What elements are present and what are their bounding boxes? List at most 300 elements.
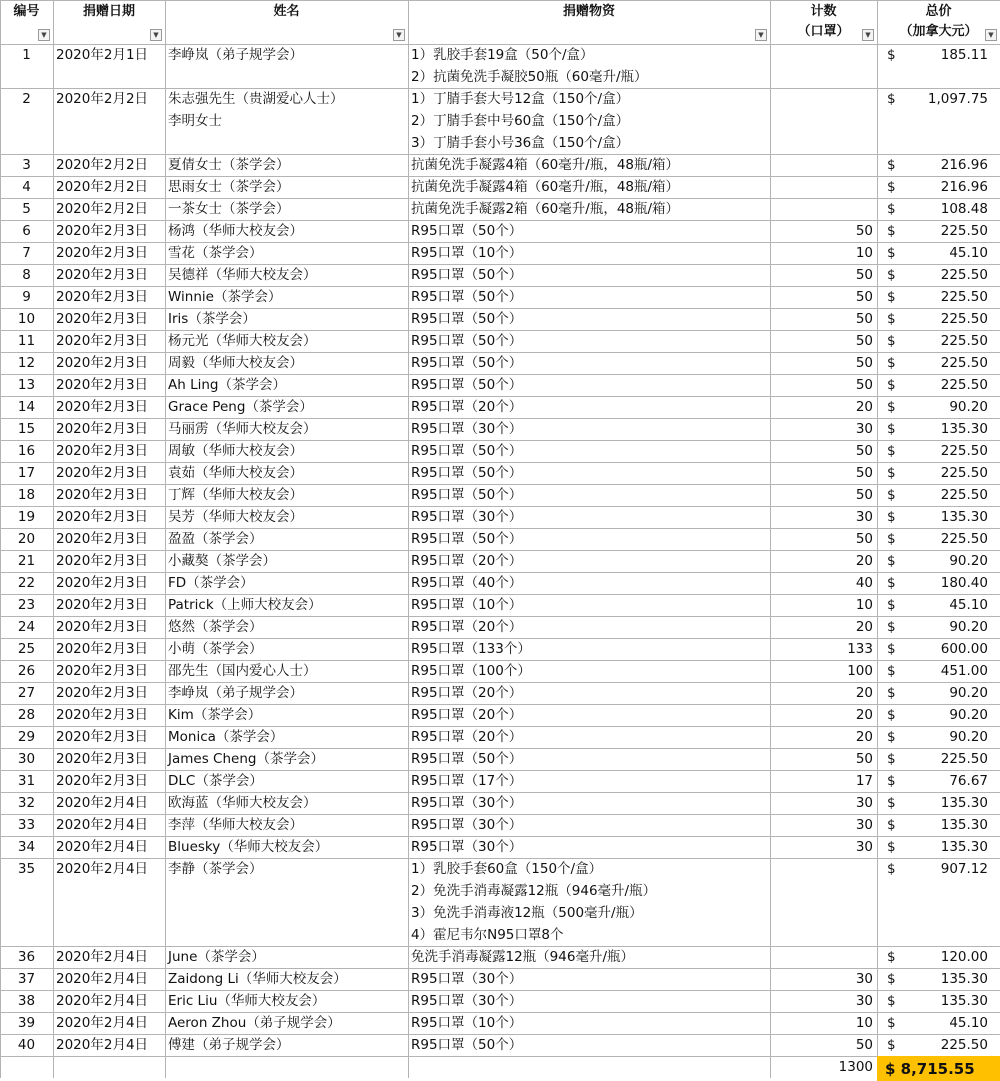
cell-total[interactable] [877,506,1000,528]
cell-date[interactable]: 2020年2月2日 [56,157,149,173]
cell-id[interactable]: 27 [17,685,36,701]
header-count-label-1: 计数 [810,4,837,19]
total-amount: 90.20 [949,619,988,635]
cell-name[interactable] [165,946,408,968]
item-line: R95口罩（30个） [411,839,523,855]
cell-count[interactable]: 50 [855,223,873,239]
cell-id[interactable]: 13 [17,377,36,393]
cell-count[interactable]: 30 [855,993,873,1009]
cell-date[interactable]: 2020年2月3日 [56,509,149,525]
cell-name[interactable] [165,638,408,660]
name-line: 周毅（华师大校友会） [168,355,303,371]
cell-items[interactable] [408,660,770,682]
item-line: R95口罩（30个） [411,795,523,811]
cell-items[interactable] [408,792,770,814]
cell-name[interactable] [165,616,408,638]
cell-total[interactable] [877,418,1000,440]
cell-id[interactable]: 15 [17,421,36,437]
cell-date[interactable]: 2020年2月3日 [56,465,149,481]
total-amount: 76.67 [949,773,988,789]
cell-count[interactable]: 30 [855,421,873,437]
cell-id[interactable]: 29 [17,729,36,745]
cell-total[interactable] [877,330,1000,352]
cell-total[interactable] [877,44,1000,66]
item-line: 免洗手消毒凝露12瓶（946毫升/瓶） [411,949,634,965]
currency-symbol: $ [887,685,896,701]
cell-total[interactable] [877,594,1000,616]
cell-name[interactable] [165,264,408,286]
cell-date[interactable]: 2020年2月2日 [56,201,149,217]
cell-items[interactable] [408,396,770,418]
cell-date[interactable]: 2020年2月3日 [56,333,149,349]
cell-total[interactable] [877,440,1000,462]
cell-count[interactable]: 30 [855,971,873,987]
cell-date[interactable]: 2020年2月3日 [56,289,149,305]
cell-total[interactable] [877,836,1000,858]
currency-symbol: $ [887,201,896,217]
name-line: 杨鸿（华师大校友会） [168,223,303,239]
item-line: R95口罩（40个） [411,575,523,591]
cell-name[interactable] [165,814,408,836]
cell-name[interactable] [165,308,408,330]
cell-total[interactable] [877,770,1000,792]
cell-items[interactable] [408,990,770,1012]
cell-name[interactable] [165,968,408,990]
cell-total[interactable] [877,528,1000,550]
cell-id[interactable]: 36 [17,949,36,965]
cell-name[interactable] [165,352,408,374]
summary-count-total[interactable]: 1300 [838,1059,873,1075]
cell-count[interactable]: 50 [855,465,873,481]
cell-items[interactable] [408,418,770,440]
cell-count[interactable]: 20 [855,685,873,701]
cell-items[interactable] [408,330,770,352]
cell-items[interactable] [408,352,770,374]
cell-date[interactable]: 2020年2月3日 [56,245,149,261]
cell-id[interactable]: 40 [17,1037,36,1053]
filter-dropdown-icon[interactable]: ▼ [985,29,997,41]
total-amount: 907.12 [940,861,988,877]
cell-total[interactable] [877,990,1000,1012]
cell-id[interactable]: 35 [17,861,36,877]
cell-total[interactable] [877,198,1000,220]
cell-name[interactable] [165,374,408,396]
cell-items[interactable] [408,616,770,638]
cell-name[interactable] [165,748,408,770]
name-line: 夏倩女士（茶学会） [168,157,290,173]
cell-date[interactable]: 2020年2月4日 [56,1037,149,1053]
name-line: 李峥岚（弟子规学会） [168,47,303,63]
cell-count[interactable]: 10 [855,245,873,261]
cell-count[interactable]: 50 [855,289,873,305]
cell-name[interactable] [165,154,408,176]
cell-items[interactable] [408,770,770,792]
cell-name[interactable] [165,990,408,1012]
cell-id[interactable]: 3 [22,157,31,173]
cell-date[interactable]: 2020年2月4日 [56,795,149,811]
total-amount: 45.10 [949,245,988,261]
cell-count[interactable]: 50 [855,311,873,327]
cell-total[interactable] [877,748,1000,770]
total-amount: 225.50 [940,355,988,371]
cell-id[interactable]: 22 [17,575,36,591]
cell-date[interactable]: 2020年2月3日 [56,311,149,327]
cell-id[interactable]: 14 [17,399,36,415]
cell-name[interactable] [165,594,408,616]
cell-count[interactable]: 30 [855,795,873,811]
filter-dropdown-icon[interactable]: ▼ [393,29,405,41]
currency-symbol: $ [887,355,896,371]
cell-id[interactable]: 9 [22,289,31,305]
cell-id[interactable]: 24 [17,619,36,635]
item-line: R95口罩（20个） [411,619,523,635]
cell-id[interactable]: 21 [17,553,36,569]
cell-total[interactable] [877,88,1000,110]
cell-total[interactable] [877,462,1000,484]
total-amount: 225.50 [940,377,988,393]
cell-total[interactable] [877,242,1000,264]
cell-total[interactable] [877,792,1000,814]
item-line: R95口罩（20个） [411,399,523,415]
cell-date[interactable]: 2020年2月3日 [56,531,149,547]
header-name-label: 姓名 [273,4,300,19]
cell-total[interactable] [877,286,1000,308]
cell-id[interactable]: 28 [17,707,36,723]
cell-name[interactable] [165,726,408,748]
cell-count[interactable]: 50 [855,487,873,503]
cell-name[interactable] [165,550,408,572]
cell-items[interactable] [408,286,770,308]
cell-total[interactable] [877,968,1000,990]
cell-items[interactable] [408,440,770,462]
cell-count[interactable]: 50 [855,531,873,547]
cell-name[interactable] [165,858,408,946]
cell-count[interactable]: 20 [855,399,873,415]
grand-total[interactable]: $ 8,715.55 [877,1056,1000,1081]
cell-date[interactable]: 2020年2月3日 [56,377,149,393]
cell-name[interactable] [165,660,408,682]
cell-items[interactable] [408,374,770,396]
total-amount: 225.50 [940,487,988,503]
cell-id[interactable]: 25 [17,641,36,657]
cell-total[interactable] [877,396,1000,418]
cell-total[interactable] [877,616,1000,638]
cell-date[interactable]: 2020年2月4日 [56,971,149,987]
cell-total[interactable] [877,154,1000,176]
cell-name[interactable] [165,88,408,154]
cell-count[interactable] [770,198,877,220]
cell-date[interactable]: 2020年2月3日 [56,619,149,635]
cell-count[interactable] [770,946,877,968]
cell-total[interactable] [877,572,1000,594]
currency-symbol: $ [887,91,896,107]
cell-date[interactable]: 2020年2月3日 [56,443,149,459]
cell-total[interactable] [877,704,1000,726]
cell-id[interactable]: 5 [22,201,31,217]
cell-items[interactable] [408,506,770,528]
cell-name[interactable] [165,770,408,792]
cell-name[interactable] [165,418,408,440]
cell-items[interactable] [408,550,770,572]
cell-items[interactable] [408,176,770,198]
cell-id[interactable]: 12 [17,355,36,371]
cell-count[interactable] [770,44,877,66]
cell-items[interactable] [408,198,770,220]
total-amount: 225.50 [940,443,988,459]
cell-items[interactable] [408,242,770,264]
cell-total[interactable] [877,858,1000,880]
cell-total[interactable] [877,946,1000,968]
cell-id[interactable]: 1 [22,47,31,63]
name-line: Kim（茶学会） [168,707,262,723]
cell-total[interactable] [877,1034,1000,1056]
cell-name[interactable] [165,484,408,506]
cell-items[interactable] [408,594,770,616]
cell-total[interactable] [877,682,1000,704]
cell-count[interactable]: 50 [855,267,873,283]
cell-total[interactable] [877,220,1000,242]
cell-name[interactable] [165,330,408,352]
cell-count[interactable] [770,176,877,198]
cell-date[interactable]: 2020年2月3日 [56,355,149,371]
cell-count[interactable]: 10 [855,1015,873,1031]
cell-count[interactable]: 20 [855,553,873,569]
cell-count[interactable]: 30 [855,817,873,833]
total-amount: 225.50 [940,311,988,327]
cell-name[interactable] [165,792,408,814]
name-line: 雪花（茶学会） [168,245,263,261]
cell-id[interactable]: 30 [17,751,36,767]
cell-total[interactable] [877,550,1000,572]
cell-name[interactable] [165,682,408,704]
cell-name[interactable] [165,462,408,484]
cell-name[interactable] [165,1012,408,1034]
cell-id[interactable]: 2 [22,91,31,107]
cell-id[interactable]: 39 [17,1015,36,1031]
cell-id[interactable]: 19 [17,509,36,525]
cell-id[interactable]: 6 [22,223,31,239]
cell-count[interactable] [770,154,877,176]
currency-symbol: $ [887,795,896,811]
filter-dropdown-icon[interactable]: ▼ [755,29,767,41]
item-line: R95口罩（30个） [411,509,523,525]
cell-date[interactable]: 2020年2月3日 [56,553,149,569]
cell-id[interactable]: 20 [17,531,36,547]
cell-count[interactable]: 50 [855,751,873,767]
cell-date[interactable]: 2020年2月3日 [56,421,149,437]
cell-date[interactable]: 2020年2月3日 [56,487,149,503]
cell-items[interactable] [408,484,770,506]
cell-id[interactable]: 33 [17,817,36,833]
currency-symbol: $ [887,861,896,877]
cell-count[interactable]: 50 [855,443,873,459]
cell-total[interactable] [877,1012,1000,1034]
cell-date[interactable]: 2020年2月4日 [56,949,149,965]
cell-total[interactable] [877,660,1000,682]
cell-date[interactable]: 2020年2月3日 [56,663,149,679]
cell-count[interactable] [770,858,877,880]
cell-items[interactable] [408,814,770,836]
cell-count[interactable]: 50 [855,355,873,371]
cell-count[interactable]: 50 [855,333,873,349]
item-line: R95口罩（10个） [411,1015,523,1031]
item-line: R95口罩（50个） [411,465,523,481]
cell-date[interactable]: 2020年2月3日 [56,707,149,723]
cell-date[interactable]: 2020年2月4日 [56,1015,149,1031]
name-line: 朱志强先生（贵湖爱心人士） [168,91,344,107]
cell-total[interactable] [877,484,1000,506]
cell-date[interactable]: 2020年2月3日 [56,223,149,239]
filter-dropdown-icon[interactable]: ▼ [38,29,50,41]
cell-items[interactable] [408,946,770,968]
cell-date[interactable]: 2020年2月4日 [56,861,149,877]
total-amount: 225.50 [940,333,988,349]
cell-id[interactable]: 8 [22,267,31,283]
cell-total[interactable] [877,814,1000,836]
cell-items[interactable] [408,154,770,176]
cell-date[interactable]: 2020年2月2日 [56,179,149,195]
cell-id[interactable]: 16 [17,443,36,459]
cell-count[interactable]: 100 [847,663,873,679]
cell-items[interactable] [408,528,770,550]
cell-id[interactable]: 10 [17,311,36,327]
cell-name[interactable] [165,198,408,220]
cell-total[interactable] [877,638,1000,660]
cell-id[interactable]: 38 [17,993,36,1009]
cell-total[interactable] [877,264,1000,286]
cell-name[interactable] [165,528,408,550]
cell-name[interactable] [165,572,408,594]
cell-id[interactable]: 32 [17,795,36,811]
cell-date[interactable]: 2020年2月4日 [56,993,149,1009]
name-line: 小萌（茶学会） [168,641,263,657]
cell-items[interactable] [408,704,770,726]
cell-count[interactable]: 20 [855,619,873,635]
cell-date[interactable]: 2020年2月3日 [56,399,149,415]
cell-name[interactable] [165,440,408,462]
cell-date[interactable]: 2020年2月3日 [56,267,149,283]
cell-count[interactable]: 20 [855,729,873,745]
cell-name[interactable] [165,506,408,528]
cell-date[interactable]: 2020年2月4日 [56,817,149,833]
item-line: 抗菌免洗手凝露4箱（60毫升/瓶，48瓶/箱） [411,179,680,195]
cell-name[interactable] [165,286,408,308]
total-amount: 135.30 [940,993,988,1009]
item-line: R95口罩（50个） [411,487,523,503]
cell-count[interactable]: 50 [855,377,873,393]
cell-total[interactable] [877,726,1000,748]
name-line: 小藏獒（茶学会） [168,553,276,569]
cell-items[interactable] [408,264,770,286]
cell-name[interactable] [165,176,408,198]
cell-total[interactable] [877,374,1000,396]
currency-symbol: $ [887,421,896,437]
cell-date[interactable]: 2020年2月3日 [56,641,149,657]
cell-count[interactable]: 133 [847,641,873,657]
filter-dropdown-icon[interactable]: ▼ [150,29,162,41]
cell-items[interactable] [408,220,770,242]
cell-id[interactable]: 37 [17,971,36,987]
item-line: R95口罩（50个） [411,443,523,459]
cell-count[interactable]: 20 [855,707,873,723]
total-amount: 135.30 [940,509,988,525]
cell-id[interactable]: 11 [17,333,36,349]
cell-items[interactable] [408,858,770,946]
name-line: 傅建（弟子规学会） [168,1037,290,1053]
cell-date[interactable]: 2020年2月2日 [56,91,149,107]
filter-dropdown-icon[interactable]: ▼ [862,29,874,41]
cell-items[interactable] [408,836,770,858]
cell-id[interactable]: 23 [17,597,36,613]
cell-name[interactable] [165,704,408,726]
cell-count[interactable]: 40 [855,575,873,591]
item-line: R95口罩（17个） [411,773,523,789]
cell-count[interactable] [770,88,877,110]
cell-count[interactable]: 10 [855,597,873,613]
cell-items[interactable] [408,1012,770,1034]
total-amount: 180.40 [940,575,988,591]
cell-total[interactable] [877,308,1000,330]
cell-id[interactable]: 18 [17,487,36,503]
cell-id[interactable]: 4 [22,179,31,195]
cell-date[interactable]: 2020年2月3日 [56,597,149,613]
cell-items[interactable] [408,638,770,660]
cell-date[interactable]: 2020年2月3日 [56,773,149,789]
cell-id[interactable]: 26 [17,663,36,679]
cell-items[interactable] [408,968,770,990]
cell-count[interactable]: 30 [855,839,873,855]
currency-symbol: $ [887,1015,896,1031]
cell-name[interactable] [165,836,408,858]
cell-items[interactable] [408,308,770,330]
cell-items[interactable] [408,462,770,484]
cell-date[interactable]: 2020年2月3日 [56,685,149,701]
item-line: R95口罩（20个） [411,707,523,723]
currency-symbol: $ [887,575,896,591]
cell-items[interactable] [408,88,770,154]
cell-date[interactable]: 2020年2月1日 [56,47,149,63]
cell-name[interactable] [165,1034,408,1056]
item-line: R95口罩（50个） [411,333,523,349]
cell-items[interactable] [408,748,770,770]
cell-date[interactable]: 2020年2月3日 [56,729,149,745]
name-line: 思雨女士（茶学会） [168,179,290,195]
cell-name[interactable] [165,44,408,88]
item-line: R95口罩（50个） [411,355,523,371]
cell-name[interactable] [165,242,408,264]
cell-items[interactable] [408,572,770,594]
cell-id[interactable]: 17 [17,465,36,481]
cell-name[interactable] [165,396,408,418]
cell-id[interactable]: 31 [17,773,36,789]
cell-date[interactable]: 2020年2月3日 [56,751,149,767]
cell-id[interactable]: 34 [17,839,36,855]
cell-name[interactable] [165,220,408,242]
cell-date[interactable]: 2020年2月3日 [56,575,149,591]
cell-items[interactable] [408,726,770,748]
cell-id[interactable]: 7 [22,245,31,261]
cell-items[interactable] [408,44,770,88]
currency-symbol: $ [887,509,896,525]
cell-items[interactable] [408,1034,770,1056]
cell-items[interactable] [408,682,770,704]
cell-date[interactable]: 2020年2月4日 [56,839,149,855]
cell-total[interactable] [877,352,1000,374]
cell-total[interactable] [877,176,1000,198]
cell-count[interactable]: 50 [855,1037,873,1053]
cell-count[interactable]: 30 [855,509,873,525]
cell-count[interactable]: 17 [855,773,873,789]
